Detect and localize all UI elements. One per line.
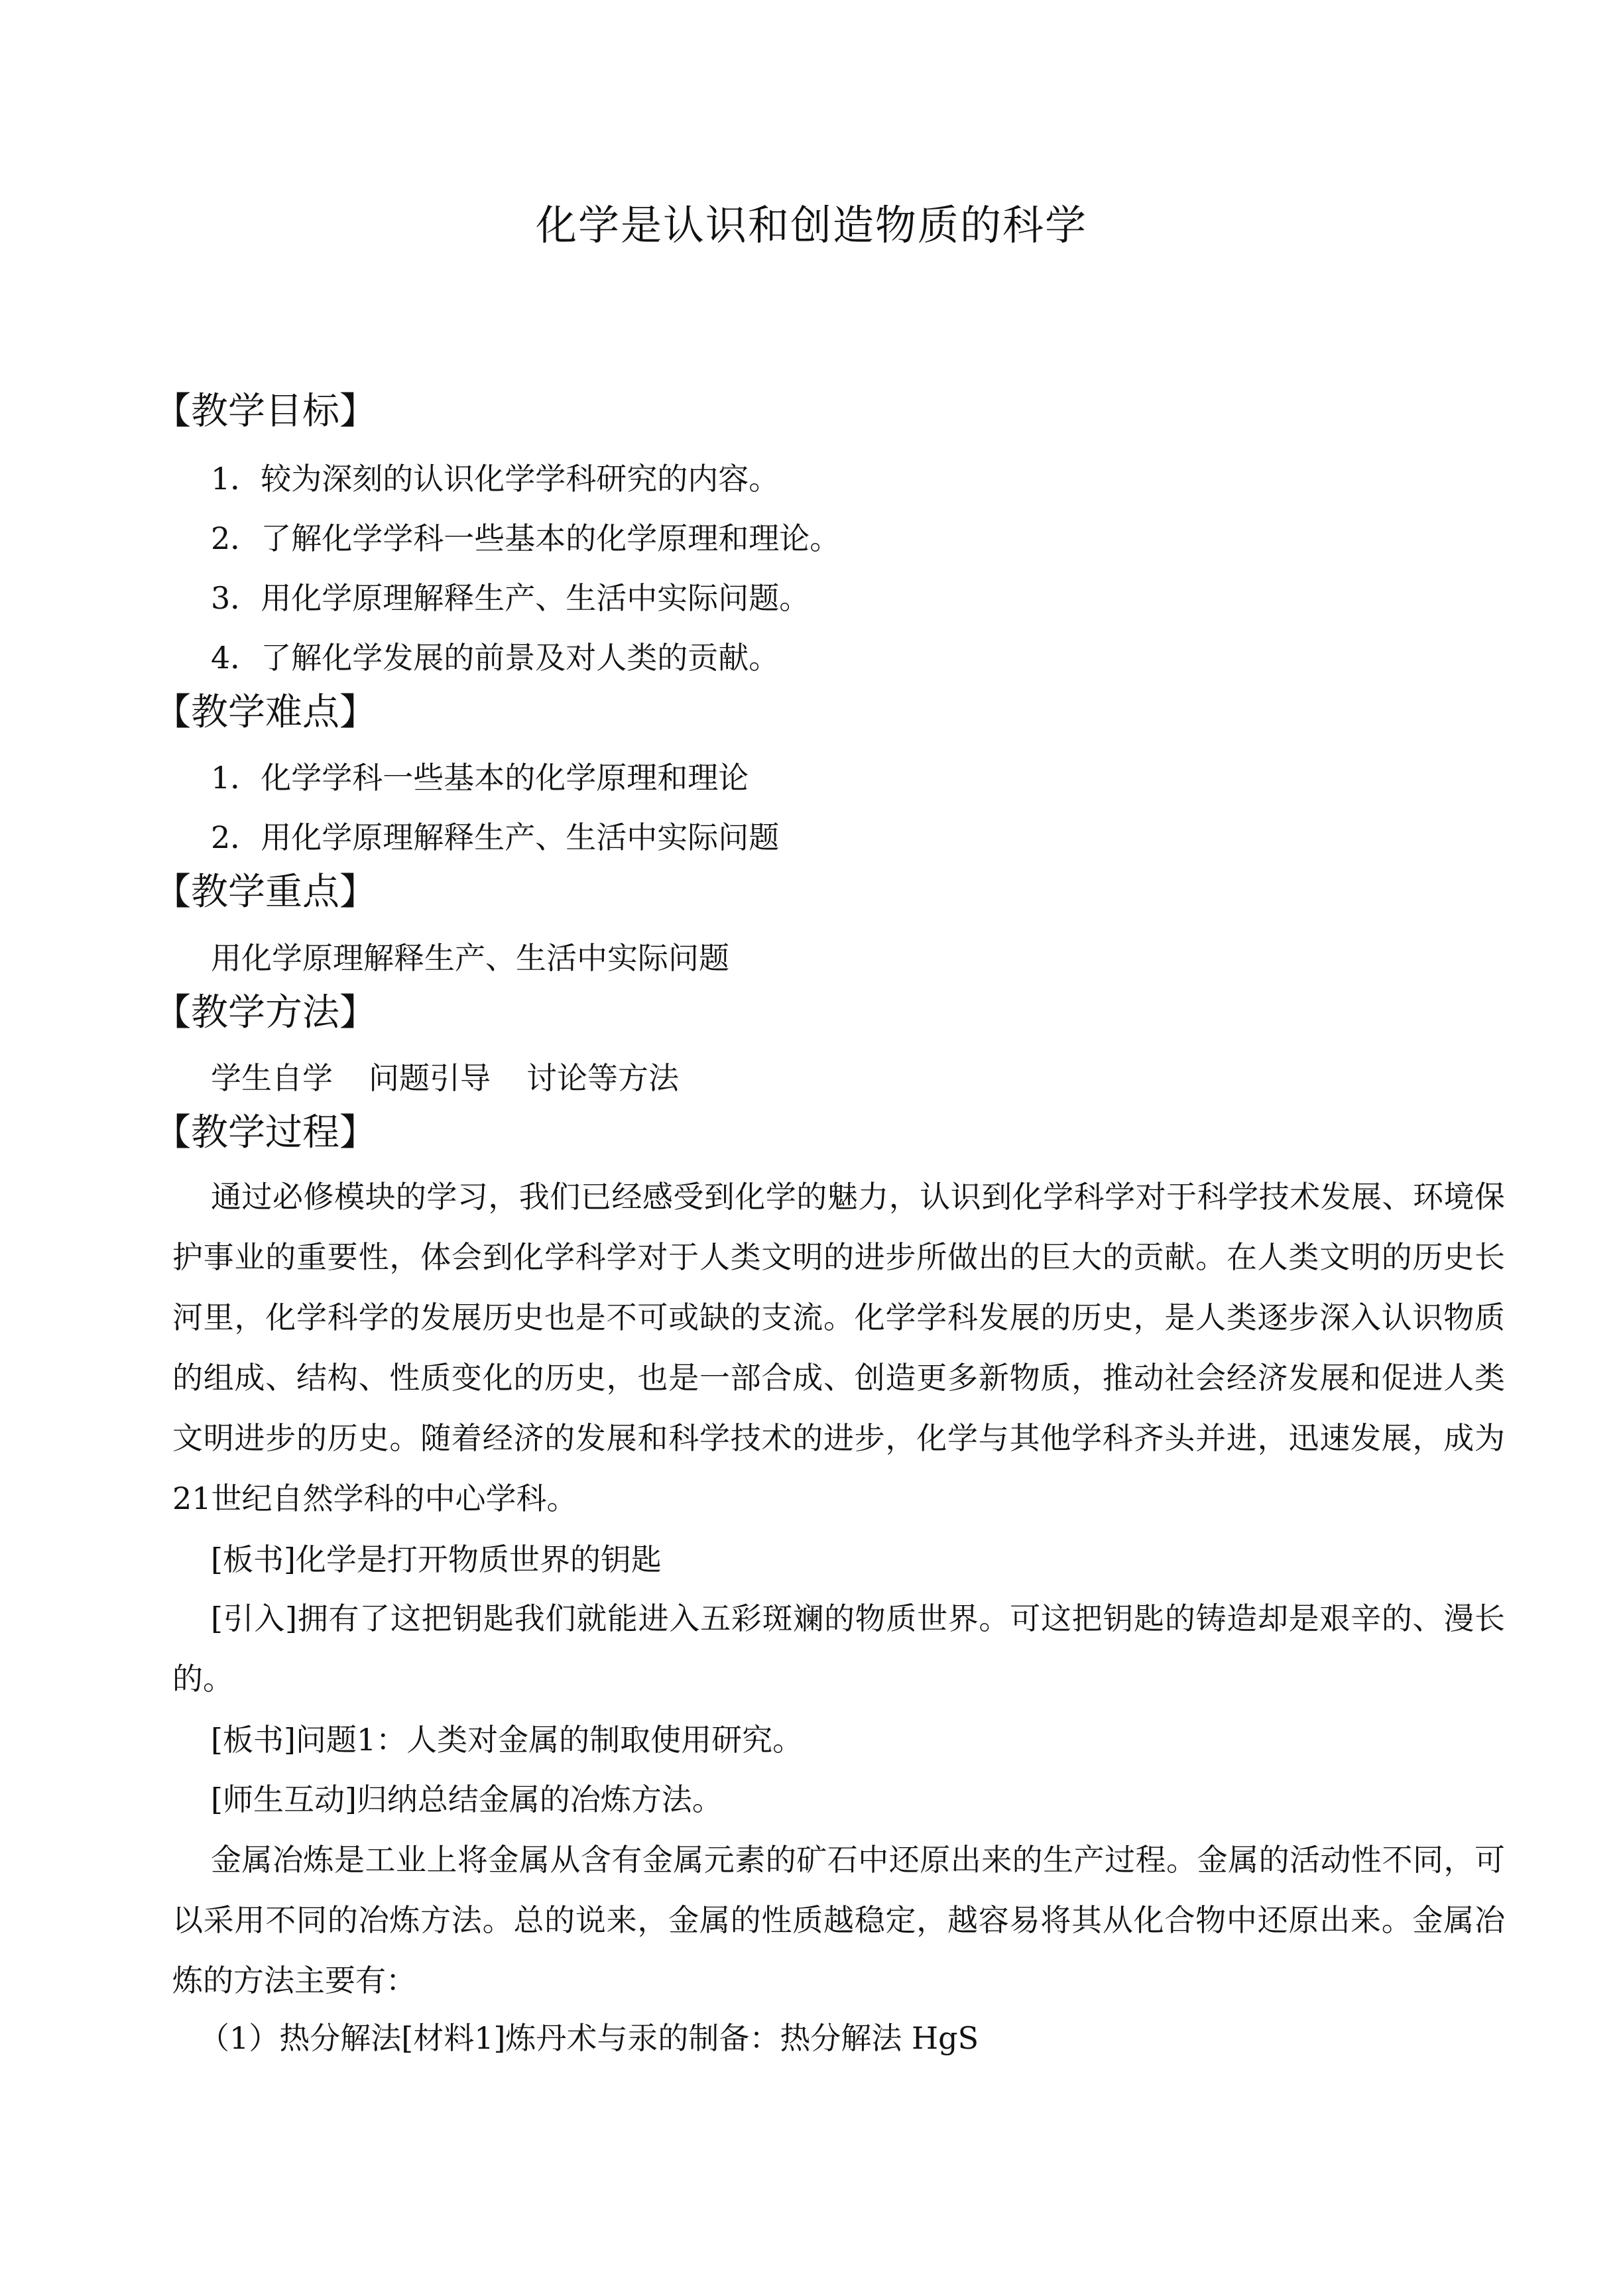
method-item: 学生自学 xyxy=(211,1060,333,1096)
difficulty-item-2: 2．用化学原理解释生产、生活中实际问题 xyxy=(211,819,780,855)
objective-item-1: 1．较为深刻的认识化学学科研究的内容。 xyxy=(211,461,780,497)
objective-item-4: 4．了解化学发展的前景及对人类的贡献。 xyxy=(211,640,780,676)
section-heading-objectives: 【教学目标】 xyxy=(154,390,377,433)
method-item: 问题引导 xyxy=(369,1060,491,1096)
difficulty-item-1: 1．化学学科一些基本的化学原理和理论 xyxy=(211,760,749,796)
smelting-paragraph: 金属冶炼是工业上将金属从含有金属元素的矿石中还原出来的生产过程。金属的活动性不同，可以采用不同的冶炼方法。总的说来，金属的性质越稳定，越容易将其从化合物中还原出来。金属冶炼的方法主要有： xyxy=(172,1842,1505,1998)
section-heading-methods: 【教学方法】 xyxy=(154,991,377,1034)
board-note-2: [板书]问题1：人类对金属的制取使用研究。 xyxy=(211,1722,804,1758)
section-heading-key-points: 【教学重点】 xyxy=(154,871,377,914)
interaction-note: [师生互动]归纳总结金属的冶炼方法。 xyxy=(211,1782,723,1817)
objective-item-2: 2．了解化学学科一些基本的化学原理和理论。 xyxy=(211,520,841,556)
section-heading-process: 【教学过程】 xyxy=(154,1111,377,1154)
process-paragraph-intro: 通过必修模块的学习，我们已经感受到化学的魅力，认识到化学科学对于科学技术发展、环境保护事业的重要性，体会到化学科学对于人类文明的进步所做出的巨大的贡献。在人类文明的历史长河里，化学科学的发展历史也是不可或缺的支流。化学学科发展的历史，是人类逐步深入认识物质的组成、结构、性质变化的历史，也是一部合成、创造更多新物质，推动社会经济发展和促进人类文明进步的历史。随着经济的发展和科学技术的进步，化学与其他学科齐头并进，迅速发展，成为21世纪自然学科的中心学科。 xyxy=(172,1179,1505,1516)
key-points-text: 用化学原理解释生产、生活中实际问题 xyxy=(211,940,729,976)
page-title: 化学是认识和创造物质的科学 xyxy=(535,201,1087,249)
board-note-1: [板书]化学是打开物质世界的钥匙 xyxy=(211,1541,662,1577)
method-1-line: （1）热分解法[材料1]炼丹术与汞的制备：热分解法 HgS xyxy=(199,2020,979,2056)
intro-paragraph: [引入]拥有了这把钥匙我们就能进入五彩斑斓的物质世界。可这把钥匙的铸造却是艰辛的、漫长的。 xyxy=(172,1601,1505,1697)
methods-list xyxy=(211,1057,679,1099)
section-heading-difficulties: 【教学难点】 xyxy=(154,691,377,734)
method-item: 讨论等方法 xyxy=(526,1060,679,1096)
objective-item-3: 3．用化学原理解释生产、生活中实际问题。 xyxy=(211,580,810,616)
